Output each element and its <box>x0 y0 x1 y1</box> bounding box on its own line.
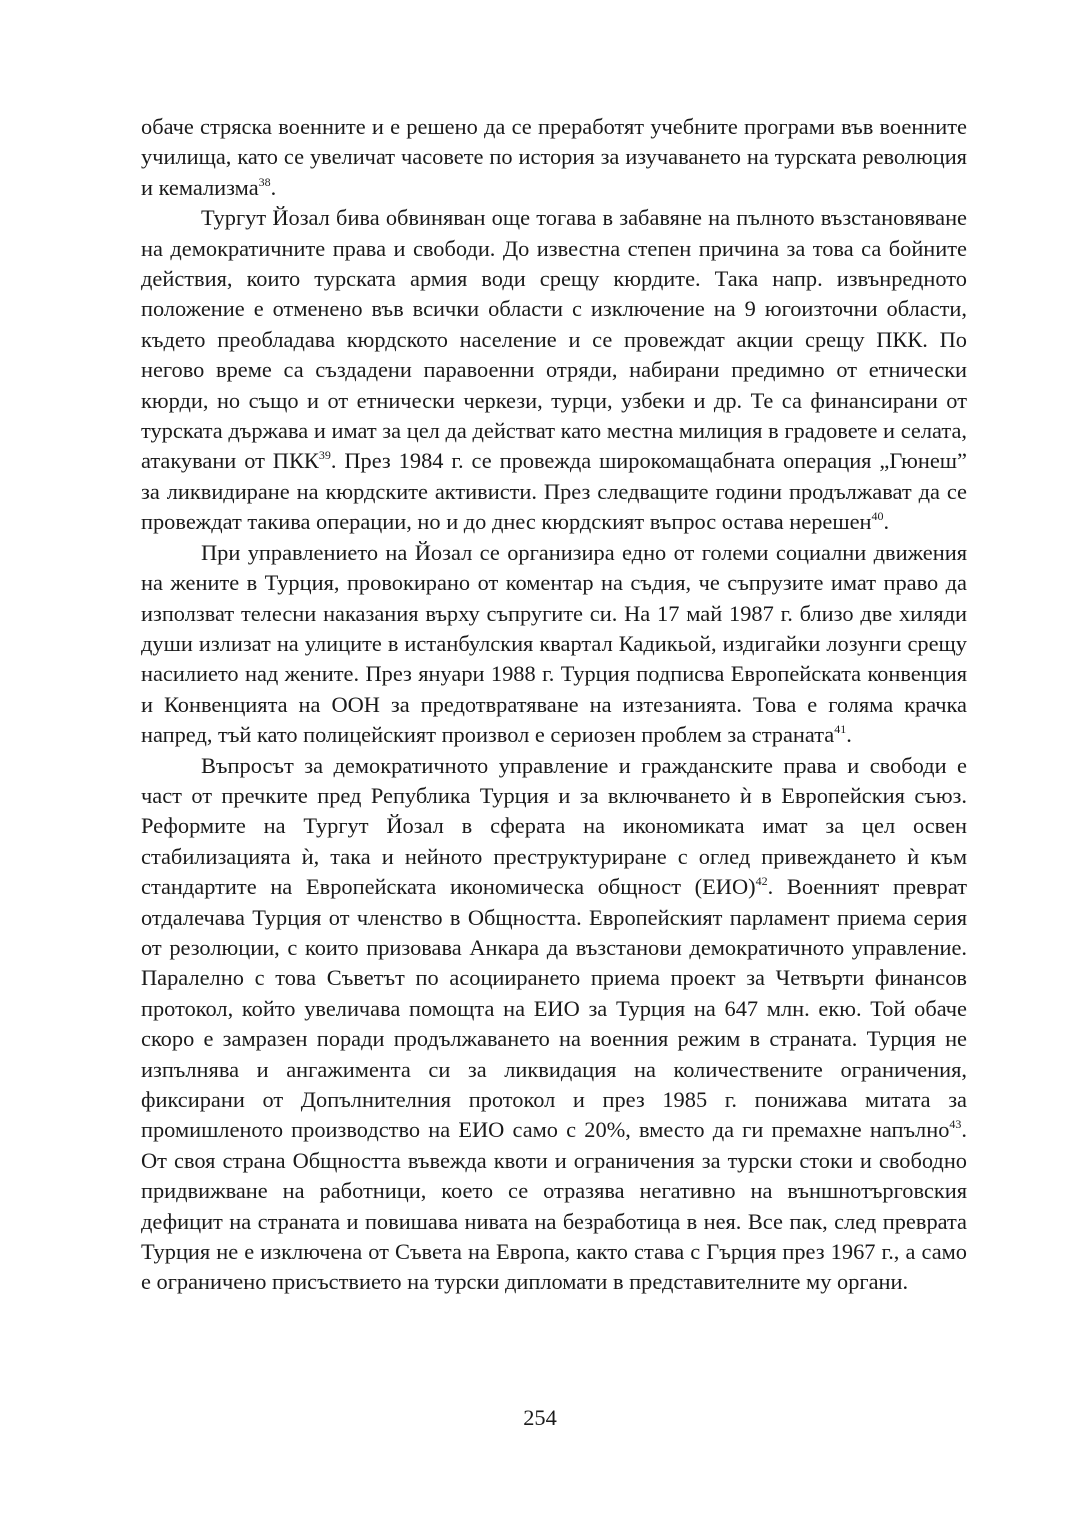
paragraph-text: Тургут Йозал бива обвиняван още тогава в забавяне на пълното възстановяване на демократичните права и свободи. До известна степен причина за това са бойните действия, които турската армия води срещу кюрдите. Така напр. извънредното положение е отменено във всички области с изключение на 9 югоизточни области, където преобладава кюрдското население и се провеждат акции срещу ПКК. По негово време са създадени паравоенни отряди, набирани предимно от етнически кюрди, но също и от етнически черкези, турци, узбеки и др. Те са финансирани от турската държава и имат за цел да действат като местна милиция в градовете и селата, атакувани от ПКК <box>141 205 967 474</box>
paragraph-text: . От своя страна Общността въвежда квоти и ограничения за турски стоки и свободно придвижване на работници, което се отразява негативно на външнотърговския дефицит на страната и повишава нивата на безработица в нея. Все пак, след преврата Турция не е изключена от Съвета на Европа, както става с Гърция през 1967 г., а само е ограничено присъствието на турски дипломати в представителните му органи. <box>141 1117 967 1295</box>
paragraph-text: обаче стряска военните и е решено да се преработят учебните програми във военните училища, като се увеличат часовете по история за изучаването на турската революция и кемализма <box>141 114 967 200</box>
footnote-ref-38: 38 <box>258 174 271 189</box>
paragraph-text: . Военният преврат отдалечава Турция от членство в Общността. Европейският парламент приема серия от резолюции, с които призовава Анкара да възстанови демократичното управление. Паралелно с това Съветът по асоциирането приема проект за Четвърти финансов протокол, който увеличава помощта на ЕИО за Турция на 647 млн. екю. Той обаче скоро е замразен поради продължаването на военния режим в страната. Турция не изпълнява и ангажимента си за ликвидация на количествените ограничения, фиксирани от Допълнителния протокол и през 1985 г. понижава митата за промишленото производство на ЕИО само с 20%, вместо да ги премахне напълно <box>141 874 967 1143</box>
paragraph-text: . <box>270 174 277 200</box>
footnote-ref-43: 43 <box>949 1117 962 1132</box>
paragraph-text: . <box>846 722 852 748</box>
paragraph-2 <box>141 203 967 537</box>
footnote-ref-39: 39 <box>318 448 331 463</box>
paragraph-text: . <box>883 509 890 535</box>
paragraph-text: Въпросът за демократичното управление и гражданските права и свободи е част от пречките пред Република Турция и за включването ѝ в Европейския съюз. Реформите на Тургут Йозал в сферата на икономиката имат за цел освен стабилизацията ѝ, така и нейното преструктуриране с оглед привеждането ѝ към стандартите на Европейската икономическа общност (ЕИО) <box>141 752 967 900</box>
paragraph-4 <box>141 751 967 1298</box>
footnote-ref-40: 40 <box>871 509 884 524</box>
page-number: 254 <box>523 1405 557 1430</box>
paragraph-text: При управлението на Йозал се организира едно от големи социални движения на жените в Турция, провокирано от коментар на съдия, че съпрузите имат право да използват телесни наказания върху съпругите си. На 17 май 1987 г. близо две хиляди души излизат на улиците в истанбулския квартал Кадикьой, издигайки лозунги срещу насилието над жените. През януари 1988 г. Турция подписва Европейската конвенция и Конвенцията на ООН за предотвратяване на изтезанията. Това е голяма крачка напред, тъй като полицейският произвол е сериозен проблем за страната <box>141 539 967 748</box>
paragraph-1 <box>141 112 967 203</box>
body-text <box>141 112 967 1298</box>
paragraph-3 <box>141 538 967 751</box>
footnote-ref-41: 41 <box>834 722 847 737</box>
footnote-ref-42: 42 <box>755 874 768 889</box>
paragraph-text: . През 1984 г. се провежда широкомащабната операция „Гюнеш” за ликвидиране на кюрдските активисти. През следващите години продължават да се провеждат такива операции, но и до днес кюрдският въпрос остава нерешен <box>141 448 967 535</box>
